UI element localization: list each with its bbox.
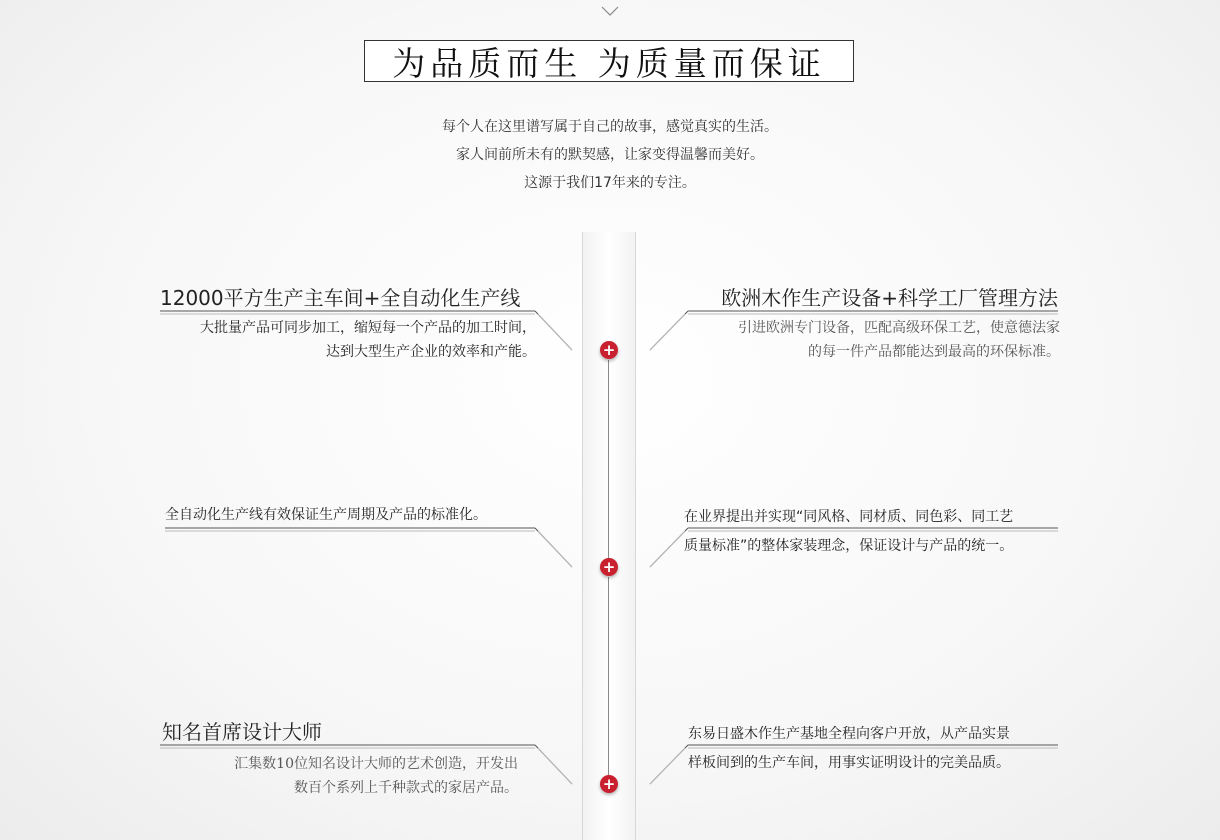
timeline-line <box>608 360 609 558</box>
feature-desc-factory: 大批量产品可同步加工，缩短每一个产品的加工时间， 达到大型生产企业的效率和产能。 <box>200 320 536 360</box>
page-title: 为品质而生 为质量而保证 <box>364 40 854 82</box>
timeline-strip <box>582 232 636 840</box>
intro-line-1: 每个人在这里谱写属于自己的故事，感觉真实的生活。 <box>442 119 778 135</box>
feature-desc-unified-style: 在业界提出并实现“同风格、同材质、同色彩、同工艺 质量标准”的整体家装理念，保证设计与产品的统一。 <box>684 509 1014 554</box>
feature-desc-equipment: 引进欧洲专门设备，匹配高级环保工艺，使意德法家 的每一件产品都能达到最高的环保标准。 <box>738 320 1060 360</box>
feature-title-equipment: 欧洲木作生产设备+科学工厂管理方法 <box>721 286 1058 310</box>
feature-title-designers: 知名首席设计大师 <box>162 720 322 744</box>
plus-icon[interactable]: + <box>600 341 618 359</box>
plus-icon[interactable]: + <box>600 775 618 793</box>
intro-line-3: 这源于我们17年来的专注。 <box>524 175 696 191</box>
feature-desc-open-factory: 东易日盛木作生产基地全程向客户开放，从产品实景 样板间到的生产车间，用事实证明设计的完美品质。 <box>688 726 1010 771</box>
timeline-line <box>608 577 609 775</box>
plus-icon[interactable]: + <box>600 558 618 576</box>
intro-line-2: 家人间前所未有的默契感，让家变得温馨而美好。 <box>456 147 764 163</box>
feature-title-factory: 12000平方生产主车间+全自动化生产线 <box>160 286 521 310</box>
feature-desc-automation: 全自动化生产线有效保证生产周期及产品的标准化。 <box>165 507 487 523</box>
chevron-down-icon <box>600 4 620 18</box>
feature-desc-designers: 汇集数10位知名设计大师的艺术创造，开发出 数百个系列上千种款式的家居产品。 <box>234 756 518 796</box>
